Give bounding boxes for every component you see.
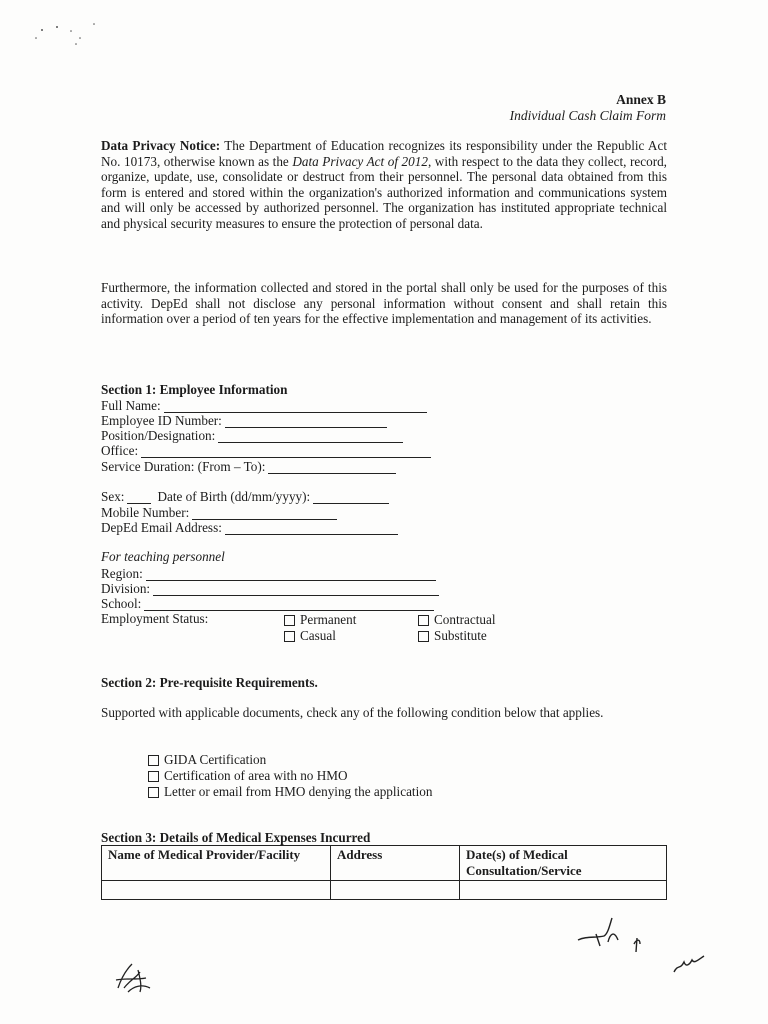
school-label: School: <box>101 596 142 611</box>
full-name-label: Full Name: <box>101 398 161 413</box>
employee-id-row <box>101 413 387 428</box>
gida-checkbox[interactable] <box>148 755 159 766</box>
substitute-label: Substitute <box>434 628 487 643</box>
gida-label: GIDA Certification <box>164 752 267 767</box>
permanent-option[interactable] <box>284 612 356 628</box>
dob-field[interactable] <box>313 492 389 504</box>
col-address-header: Address <box>331 846 460 881</box>
sex-field[interactable] <box>127 492 151 504</box>
table-header-row <box>102 846 667 881</box>
dob-label: Date of Birth (dd/mm/yyyy): <box>157 489 311 504</box>
initials-signature-right <box>574 914 664 959</box>
no-hmo-label: Certification of area with no HMO <box>164 768 348 783</box>
date-cell[interactable] <box>460 881 667 900</box>
substitute-option[interactable] <box>418 628 487 644</box>
gida-option[interactable] <box>148 752 266 768</box>
contractual-label: Contractual <box>434 612 496 627</box>
school-row <box>101 596 434 611</box>
no-hmo-option[interactable] <box>148 768 347 784</box>
address-cell[interactable] <box>331 881 460 900</box>
hmo-denial-label: Letter or email from HMO denying the application <box>164 784 433 799</box>
region-label: Region: <box>101 566 143 581</box>
email-field[interactable] <box>225 523 398 535</box>
office-field[interactable] <box>141 446 431 458</box>
sex-dob-row <box>101 489 389 504</box>
col-provider-header: Name of Medical Provider/Facility <box>102 846 331 881</box>
mobile-row <box>101 505 337 520</box>
annex-header <box>510 92 666 124</box>
permanent-label: Permanent <box>300 612 357 627</box>
school-field[interactable] <box>144 599 434 611</box>
annex-label: Annex B <box>616 92 666 107</box>
medical-expenses-table <box>101 845 667 900</box>
section-2-instruction: Supported with applicable documents, check any of the following condition below that applies. <box>101 705 604 720</box>
mobile-field[interactable] <box>192 508 337 520</box>
sex-label: Sex: <box>101 489 125 504</box>
service-duration-row <box>101 459 396 474</box>
form-title: Individual Cash Claim Form <box>509 108 666 123</box>
full-name-row <box>101 398 427 413</box>
employee-id-label: Employee ID Number: <box>101 413 222 428</box>
region-row <box>101 566 436 581</box>
hmo-denial-checkbox[interactable] <box>148 787 159 798</box>
region-field[interactable] <box>146 569 436 581</box>
office-row <box>101 443 431 458</box>
provider-cell[interactable] <box>102 881 331 900</box>
no-hmo-checkbox[interactable] <box>148 771 159 782</box>
position-label: Position/Designation: <box>101 428 216 443</box>
section-1-title: Section 1: Employee Information <box>101 382 288 397</box>
employment-status-label: Employment Status: <box>101 611 209 626</box>
permanent-checkbox[interactable] <box>284 615 295 626</box>
teaching-note: For teaching personnel <box>101 549 225 564</box>
privacy-notice <box>101 138 667 232</box>
division-row <box>101 581 439 596</box>
privacy-text-a: The Department of Education recognizes its responsibility under the Republic Act No. 10173, otherwise known as the <box>101 138 667 169</box>
initials-signature-far-right <box>670 948 710 978</box>
full-name-field[interactable] <box>164 401 427 413</box>
scan-specks <box>30 18 110 58</box>
position-field[interactable] <box>218 431 403 443</box>
email-label: DepEd Email Address: <box>101 520 222 535</box>
division-label: Division: <box>101 581 151 596</box>
office-label: Office: <box>101 443 139 458</box>
position-row <box>101 428 403 443</box>
privacy-text-b: , with respect to the data they collect, record, organize, update, use, consolidate or destruct from their personnel. The personal data obtained from this form is entered and stored within the organization's authorized information and communications system and will only be accessed by authorized personnel. The organization has instituted appropriate technical and physical security measures to ensure the protection of personal data. <box>101 153 667 231</box>
substitute-checkbox[interactable] <box>418 631 429 642</box>
service-duration-field[interactable] <box>268 462 396 474</box>
table-row <box>102 881 667 900</box>
division-field[interactable] <box>153 584 439 596</box>
privacy-act-name: Data Privacy Act of 2012 <box>292 153 428 169</box>
casual-checkbox[interactable] <box>284 631 295 642</box>
hmo-denial-option[interactable] <box>148 784 432 800</box>
service-duration-label: Service Duration: (From – To): <box>101 459 266 474</box>
mobile-label: Mobile Number: <box>101 505 190 520</box>
privacy-label: Data Privacy Notice: <box>101 138 221 153</box>
email-row <box>101 520 398 535</box>
section-3-title: Section 3: Details of Medical Expenses Incurred <box>101 830 371 845</box>
employee-id-field[interactable] <box>225 416 387 428</box>
privacy-paragraph-2: Furthermore, the information collected and stored in the portal shall only be used for the purposes of this activity. DepEd shall not disclose any personal information without consent and shall retain this information over a period of ten years for the effective implementation and management of its activities. <box>101 280 667 327</box>
casual-label: Casual <box>300 628 336 643</box>
section-2-title: Section 2: Pre-requisite Requirements. <box>101 675 318 690</box>
casual-option[interactable] <box>284 628 336 644</box>
col-date-header: Date(s) of Medical Consultation/Service <box>460 846 667 881</box>
initials-signature-left <box>110 958 160 998</box>
contractual-checkbox[interactable] <box>418 615 429 626</box>
contractual-option[interactable] <box>418 612 496 628</box>
